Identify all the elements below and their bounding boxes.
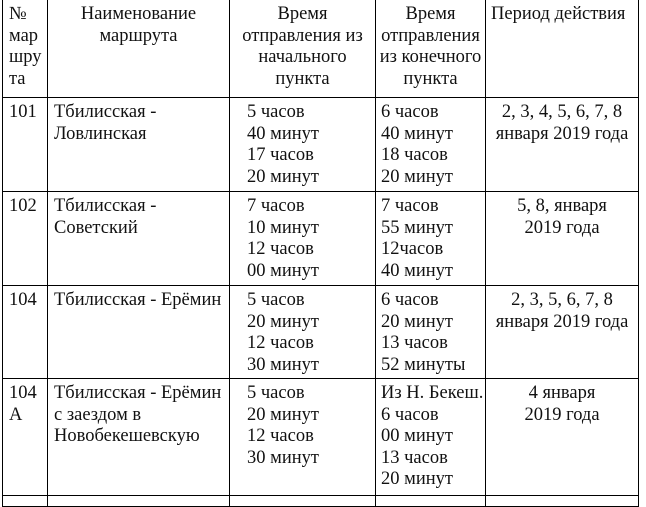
cell-text-line: Ловлинская bbox=[54, 123, 147, 144]
cell-text-line: 52 минуты bbox=[381, 354, 466, 375]
cell-text-line: 2, 3, 4, 5, 6, 7, 8 bbox=[501, 102, 623, 122]
route-number-cell bbox=[3, 286, 48, 379]
cell-text-line: маршрута bbox=[99, 25, 178, 46]
cell-text-line: пункта bbox=[403, 68, 458, 89]
cell-text-line: 20 минут bbox=[381, 311, 453, 332]
route-name-cell bbox=[48, 192, 230, 286]
empty-cell bbox=[230, 496, 376, 507]
cell-text-line: 30 минут bbox=[247, 354, 319, 375]
cell-text-line: Время bbox=[277, 4, 328, 24]
header-route-name bbox=[48, 0, 230, 98]
cell-text-line: с заездом в bbox=[54, 404, 142, 425]
cell-text-line: 4 января bbox=[528, 383, 596, 403]
cell-text-line: 104 bbox=[9, 383, 37, 403]
cell-text-line: пункта bbox=[275, 68, 330, 89]
cell-text-line: 6 часов bbox=[381, 404, 439, 425]
cell-text-line: 20 минут bbox=[247, 404, 319, 425]
cell-text-line: 12часов bbox=[381, 239, 444, 259]
cell-text-line: 101 bbox=[9, 102, 37, 122]
cell-text-line: 102 bbox=[9, 196, 37, 216]
cell-text-line: Советский bbox=[54, 217, 138, 238]
departure-end-cell bbox=[376, 192, 486, 286]
cell-text-line: 6 часов bbox=[381, 102, 439, 122]
cell-text-line: 5, 8, января bbox=[517, 196, 607, 216]
table-row-partial bbox=[3, 496, 639, 507]
cell-text-line: отправления из bbox=[242, 25, 363, 46]
cell-text-line: 30 минут bbox=[247, 447, 319, 468]
table-row bbox=[3, 379, 639, 496]
period-cell bbox=[486, 98, 639, 192]
cell-text-line: января 2019 года bbox=[495, 311, 629, 332]
cell-text-line: из конечного bbox=[379, 47, 482, 67]
cell-text-line: 7 часов bbox=[247, 196, 305, 216]
cell-text-line: 00 минут bbox=[381, 426, 453, 446]
cell-text-line: 2, 3, 5, 6, 7, 8 bbox=[511, 290, 613, 310]
cell-text-line: начального bbox=[258, 47, 347, 67]
table-row bbox=[3, 98, 639, 192]
header-route-number bbox=[3, 0, 48, 98]
cell-text-line: 40 минут bbox=[381, 260, 453, 281]
route-schedule-table bbox=[2, 0, 639, 507]
departure-start-cell bbox=[230, 192, 376, 286]
cell-text-line: 13 часов bbox=[381, 447, 448, 468]
cell-text-line: Тбилисская - Ерёмин bbox=[54, 290, 222, 310]
route-number-cell bbox=[3, 98, 48, 192]
header-period bbox=[486, 0, 639, 98]
period-cell bbox=[486, 286, 639, 379]
header-departure-start bbox=[230, 0, 376, 98]
route-number-cell bbox=[3, 379, 48, 496]
cell-text-line: 40 минут bbox=[247, 123, 319, 144]
cell-text-line: 13 часов bbox=[381, 333, 448, 353]
cell-text-line: января 2019 года bbox=[495, 123, 629, 144]
cell-text-line: № bbox=[9, 4, 27, 24]
cell-text-line: Время bbox=[405, 4, 456, 24]
table-row bbox=[3, 286, 639, 379]
route-name-cell bbox=[48, 98, 230, 192]
empty-cell bbox=[48, 496, 230, 507]
cell-text-line: та bbox=[9, 68, 26, 89]
cell-text-line: Новобекешевскую bbox=[54, 426, 200, 446]
period-cell bbox=[486, 379, 639, 496]
cell-text-line: 7 часов bbox=[381, 196, 439, 216]
cell-text-line: 18 часов bbox=[381, 145, 448, 165]
cell-text-line: А bbox=[9, 404, 23, 425]
header-row bbox=[3, 0, 639, 98]
cell-text-line: 20 минут bbox=[381, 469, 453, 489]
cell-text-line: 00 минут bbox=[247, 260, 319, 281]
cell-text-line: 5 часов bbox=[247, 290, 305, 310]
cell-text-line: мар bbox=[9, 25, 39, 46]
cell-text-line: 40 минут bbox=[381, 123, 453, 144]
period-cell bbox=[486, 192, 639, 286]
route-name-cell bbox=[48, 286, 230, 379]
cell-text-line: 2019 года bbox=[524, 217, 600, 238]
cell-text-line: 104 bbox=[9, 290, 37, 310]
cell-text-line: 17 часов bbox=[247, 145, 314, 165]
empty-cell bbox=[3, 496, 48, 507]
cell-text-line: 20 минут bbox=[247, 166, 319, 187]
table-row bbox=[3, 192, 639, 286]
cell-text-line: 6 часов bbox=[381, 290, 439, 310]
header-departure-end bbox=[376, 0, 486, 98]
cell-text-line: 12 часов bbox=[247, 333, 314, 353]
cell-text-line: 55 минут bbox=[381, 217, 453, 238]
route-number-cell bbox=[3, 192, 48, 286]
cell-text-line: отправления bbox=[381, 25, 480, 46]
cell-text-line: 12 часов bbox=[247, 239, 314, 259]
cell-text-line: 10 минут bbox=[247, 217, 319, 238]
cell-text-line: Наименование bbox=[80, 4, 197, 24]
cell-text-line: 20 минут bbox=[381, 166, 453, 187]
cell-text-line: 2019 года bbox=[524, 404, 600, 425]
departure-end-cell bbox=[376, 379, 486, 496]
cell-text-line: 12 часов bbox=[247, 426, 314, 446]
departure-start-cell bbox=[230, 286, 376, 379]
cell-text-line: 5 часов bbox=[247, 383, 305, 403]
departure-start-cell bbox=[230, 98, 376, 192]
cell-text-line: 20 минут bbox=[247, 311, 319, 332]
cell-text-line: Из Н. Бекеш. bbox=[381, 383, 484, 403]
cell-text-line: Тбилисская - bbox=[54, 102, 157, 122]
departure-end-cell bbox=[376, 286, 486, 379]
empty-cell bbox=[376, 496, 486, 507]
departure-end-cell bbox=[376, 98, 486, 192]
cell-text-line: Период действия bbox=[491, 4, 626, 24]
cell-text-line: шру bbox=[9, 47, 42, 67]
cell-text-line: Тбилисская - Ерёмин bbox=[54, 383, 222, 403]
departure-start-cell bbox=[230, 379, 376, 496]
cell-text-line: Тбилисская - bbox=[54, 196, 157, 216]
route-name-cell bbox=[48, 379, 230, 496]
cell-text-line: 5 часов bbox=[247, 102, 305, 122]
empty-cell bbox=[486, 496, 639, 507]
